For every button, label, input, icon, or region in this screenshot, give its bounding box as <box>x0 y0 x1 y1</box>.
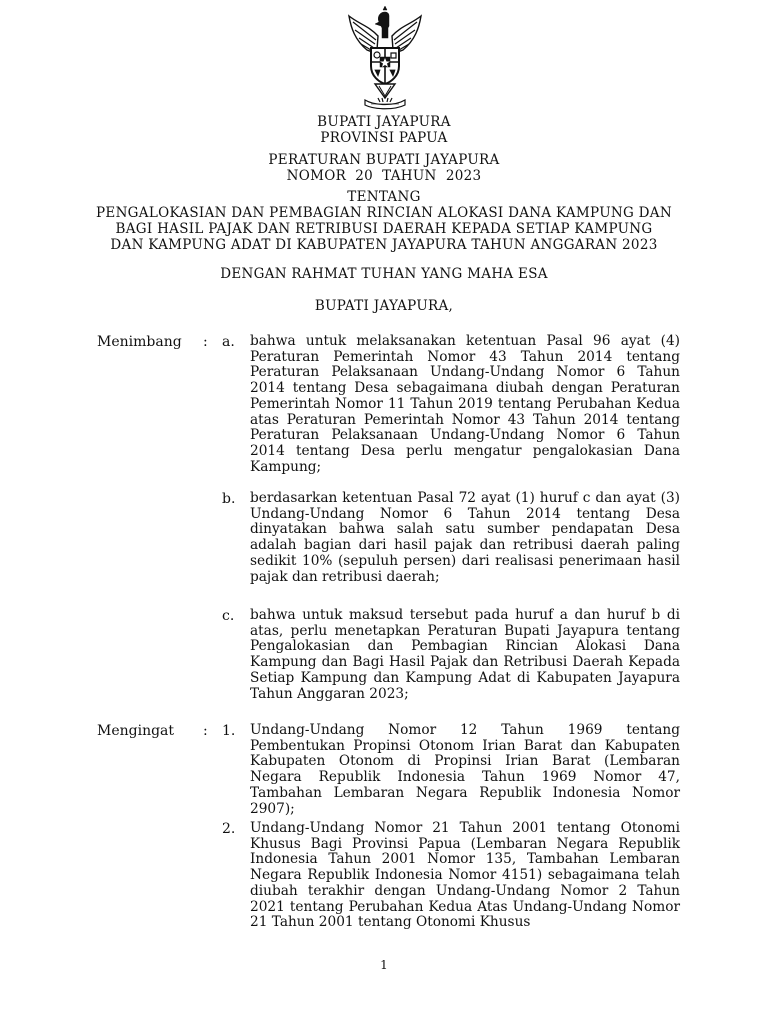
invocation: DENGAN RAHMAT TUHAN YANG MAHA ESA <box>220 266 548 282</box>
item-marker: 2. <box>222 821 236 837</box>
regulation-title: PERATURAN BUPATI JAYAPURA <box>268 152 500 168</box>
item-marker: a. <box>222 334 235 350</box>
subject-line-2: BAGI HASIL PAJAK DAN RETRIBUSI DAERAH KEPADA SETIAP KAMPUNG <box>115 221 653 237</box>
subject-line-1: PENGALOKASIAN DAN PEMBAGIAN RINCIAN ALOKASI DANA KAMPUNG DAN <box>96 205 672 221</box>
item-marker: 1. <box>222 723 236 739</box>
issuing-authority: BUPATI JAYAPURA <box>317 114 451 130</box>
menimbang-item-c: bahwa untuk maksud tersebut pada huruf a dan huruf b di atas, perlu menetapkan Peraturan Bupati Jayapura tentang Pengalokasian dan Pembagian Rincian Alokasi Dana Kampung dan Bagi Hasil Pajak dan Retribusi Daerah Kepada Setiap Kampung dan Kampung Adat di Kabupaten Jayapura Tahun Anggaran 2023; <box>250 607 680 702</box>
issuer: BUPATI JAYAPURA, <box>314 298 454 314</box>
section-colon: : <box>203 334 208 350</box>
regulation-number: NOMOR 20 TAHUN 2023 <box>286 168 482 184</box>
section-label-menimbang: Menimbang <box>97 334 182 350</box>
about-label: TENTANG <box>347 189 421 205</box>
section-colon: : <box>203 723 208 739</box>
menimbang-item-b: berdasarkan ketentuan Pasal 72 ayat (1) huruf c dan ayat (3) Undang-Undang Nomor 6 Tahun 2014 tentang Desa dinyatakan bahwa salah satu sumber pendapatan Desa adalah bagian dari hasil pajak dan retribusi daerah paling sedikit 10% (sepuluh persen) dari realisasi penerimaan hasil pajak dan retribusi daerah; <box>250 490 680 585</box>
subject-line-3: DAN KAMPUNG ADAT DI KABUPATEN JAYAPURA TAHUN ANGGARAN 2023 <box>110 237 658 253</box>
mengingat-item-2: Undang-Undang Nomor 21 Tahun 2001 tentang Otonomi Khusus Bagi Provinsi Papua (Lembaran Negara Republik Indonesia Tahun 2001 Nomor 135, Tambahan Lembaran Negara Republik Indonesia Nomor 4151) sebagaimana telah diubah terakhir dengan Undang-Undang Nomor 2 Tahun 2021 tentang Perubahan Kedua Atas Undang-Undang Nomor 21 Tahun 2001 tentang Otonomi Khusus <box>250 820 680 931</box>
item-marker: b. <box>222 491 236 507</box>
garuda-pancasila-emblem-icon <box>345 6 425 110</box>
section-label-mengingat: Mengingat <box>97 723 175 739</box>
province-name: PROVINSI PAPUA <box>320 130 448 146</box>
menimbang-item-a: bahwa untuk melaksanakan ketentuan Pasal 96 ayat (4) Peraturan Pemerintah Nomor 43 Tahun 2014 tentang Peraturan Pelaksanaan Undang-Undang Nomor 6 Tahun 2014 tentang Desa sebagaimana diubah dengan Peraturan Pemerintah Nomor 11 Tahun 2019 tentang Perubahan Kedua atas Peraturan Pemerintah Nomor 43 Tahun 2014 tentang Peraturan Pelaksanaan Undang-Undang Nomor 6 Tahun 2014 tentang Desa perlu mengatur pengalokasian Dana Kampung; <box>250 333 680 475</box>
mengingat-item-1: Undang-Undang Nomor 12 Tahun 1969 tentang Pembentukan Propinsi Otonom Irian Barat dan Kabupaten Kabupaten Otonom di Propinsi Irian Barat (Lembaran Negara Republik Indonesia Tahun 1969 Nomor 47, Tambahan Lembaran Negara Republik Indonesia Nomor 2907); <box>250 722 680 817</box>
page-number: 1 <box>380 958 388 972</box>
item-marker: c. <box>222 608 235 624</box>
